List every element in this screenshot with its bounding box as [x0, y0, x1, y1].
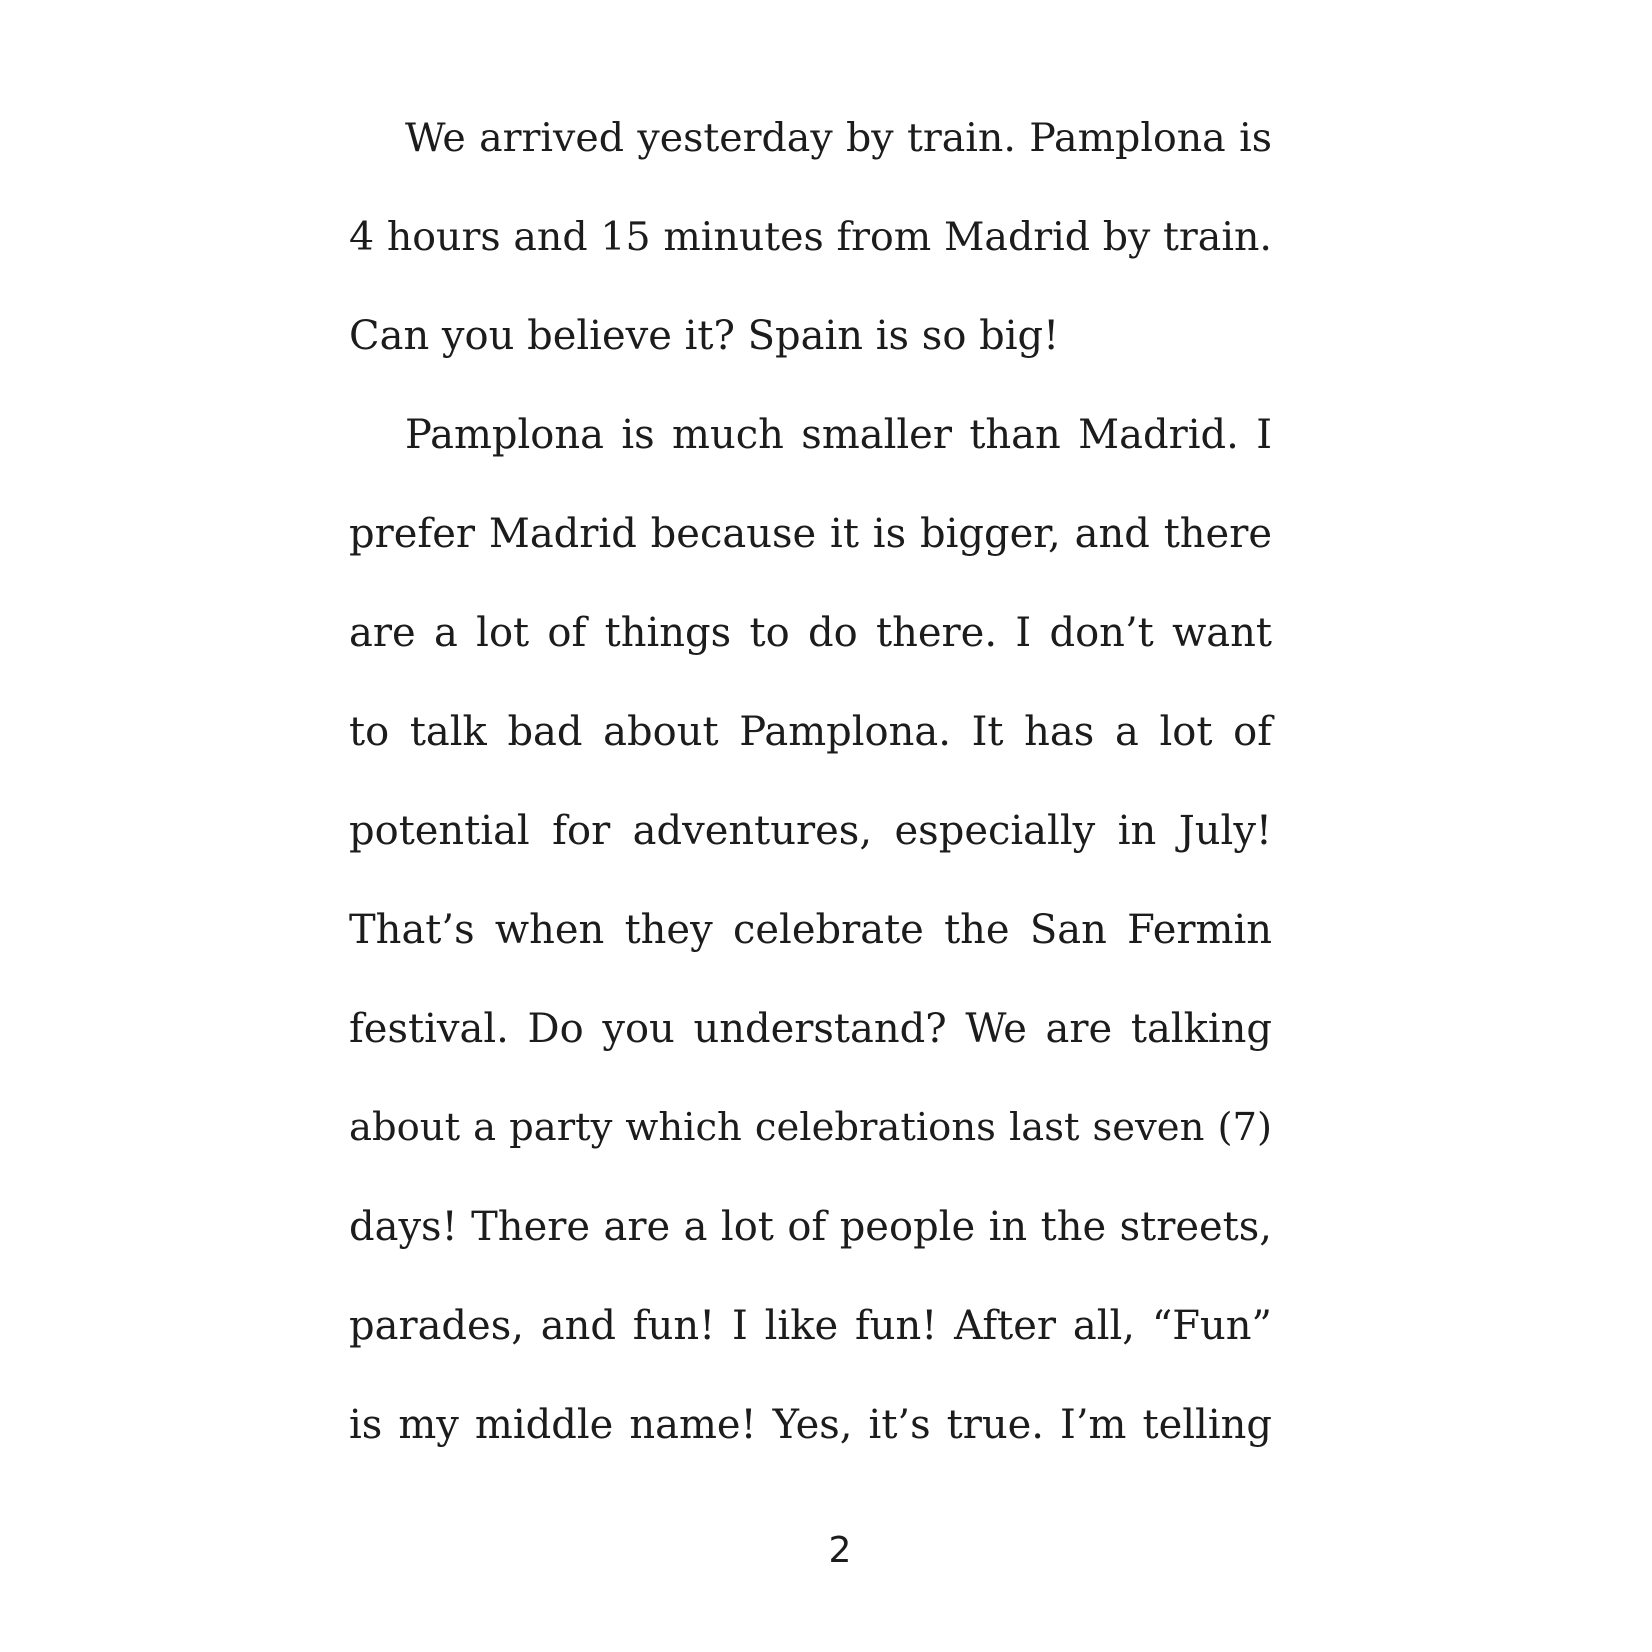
text-line: to talk bad about Pamplona. It has a lot of [349, 709, 1272, 755]
text-line: parades, and fun! I like fun! After all, “Fun” [349, 1303, 1272, 1349]
text-line: about a party which celebrations last seven (7) [349, 1105, 1272, 1150]
text-line: 4 hours and 15 minutes from Madrid by train. [349, 214, 1272, 260]
text-line: days! There are a lot of people in the streets, [349, 1204, 1272, 1250]
text-line: festival. Do you understand? We are talking [349, 1006, 1272, 1052]
text-line: is my middle name! Yes, it’s true. I’m telling [349, 1402, 1272, 1448]
text-line: are a lot of things to do there. I don’t want [349, 610, 1272, 656]
text-line: We arrived yesterday by train. Pamplona is [405, 115, 1272, 161]
text-line: Can you believe it? Spain is so big! [349, 313, 1060, 359]
text-line: Pamplona is much smaller than Madrid. I [405, 412, 1272, 458]
text-line: prefer Madrid because it is bigger, and there [349, 511, 1272, 557]
text-line: That’s when they celebrate the San Fermin [349, 907, 1272, 953]
page-number: 2 [828, 1530, 852, 1571]
text-line: potential for adventures, especially in July! [349, 808, 1272, 854]
